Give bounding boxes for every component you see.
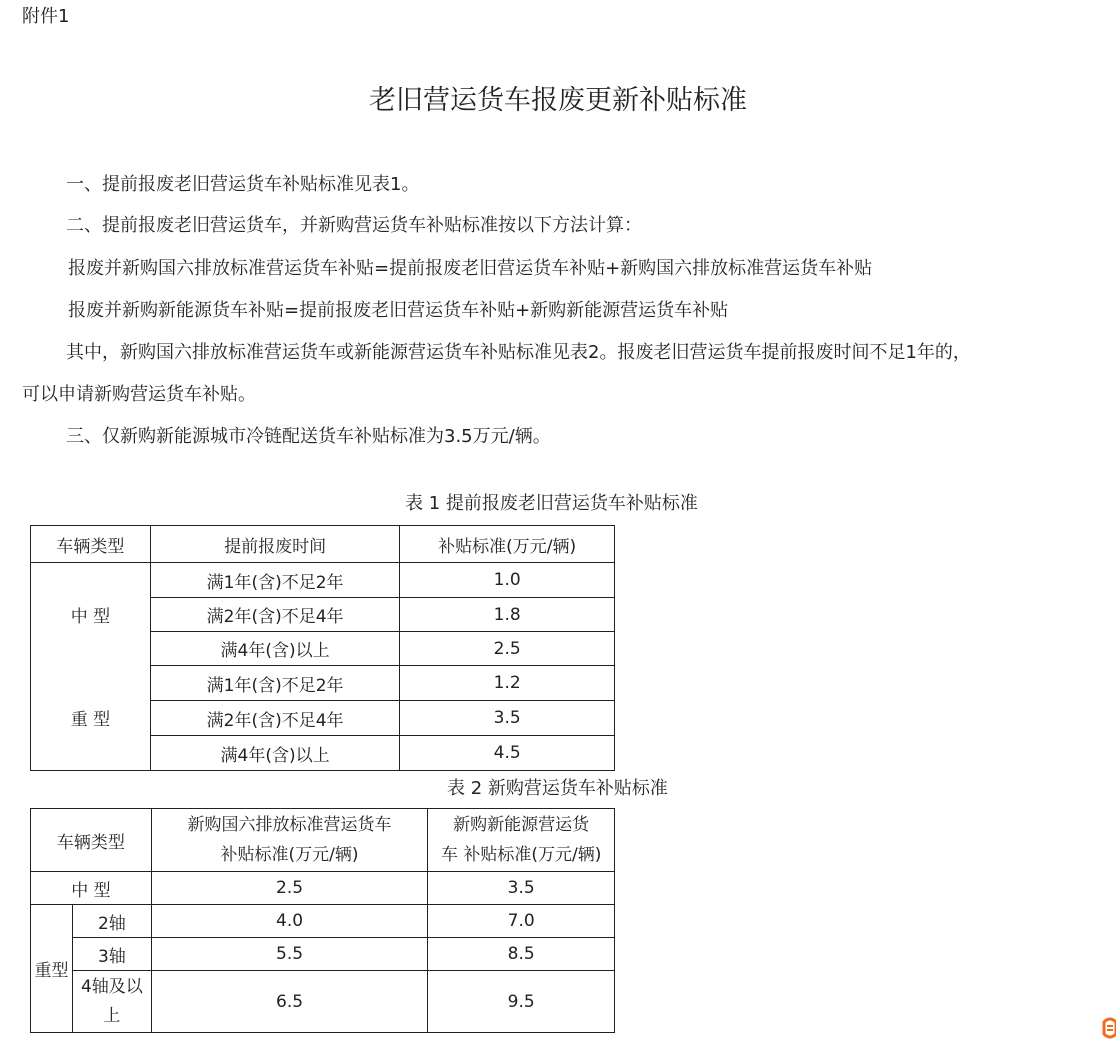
subsidy-value: 2.5 xyxy=(400,632,615,666)
table-row xyxy=(31,666,615,701)
header-line: 补贴标准(万元/辆) xyxy=(220,845,359,865)
paragraph-2: 二、提前报废老旧营运货车，并新购营运货车补贴标准按以下方法计算： xyxy=(66,215,642,236)
formula-guoliu: 报废并新购国六排放标准营运货车补贴=提前报废老旧营运货车补贴+新购国六排放标准营运货车补贴 xyxy=(68,258,873,279)
table2 xyxy=(30,808,615,1033)
table-row xyxy=(31,905,615,938)
subsidy-value: 1.0 xyxy=(400,563,615,598)
scrap-time: 满1年(含)不足2年 xyxy=(150,563,400,598)
newenergy-value: 8.5 xyxy=(428,938,615,971)
axle-count: 4轴及以上 xyxy=(72,971,151,1033)
table2-header-row xyxy=(31,809,615,872)
newenergy-value: 7.0 xyxy=(428,905,615,938)
vehicle-type-heavy: 重 型 xyxy=(31,666,151,771)
axle-count: 2轴 xyxy=(72,905,151,938)
table1-header-row xyxy=(31,526,615,563)
scrap-time: 满4年(含)以上 xyxy=(150,632,400,666)
scrap-time: 满1年(含)不足2年 xyxy=(150,666,400,701)
table-row xyxy=(31,872,615,905)
table2-header-type: 车辆类型 xyxy=(31,809,152,872)
scrap-time: 满2年(含)不足4年 xyxy=(150,701,400,736)
axle-count: 3轴 xyxy=(72,938,151,971)
newenergy-value: 3.5 xyxy=(428,872,615,905)
table-row xyxy=(31,971,615,1033)
paragraph-5-line2: 可以申请新购营运货车补贴。 xyxy=(22,384,256,405)
formula-newenergy: 报废并新购新能源货车补贴=提前报废老旧营运货车补贴+新购新能源营运货车补贴 xyxy=(68,300,729,321)
table-row xyxy=(31,563,615,598)
table1-header-value: 补贴标准(万元/辆) xyxy=(400,526,615,563)
table-row xyxy=(31,938,615,971)
paragraph-5-line1: 其中，新购国六排放标准营运货车或新能源营运货车补贴标准见表2。报废老旧营运货车提前报废时间不足1年的， xyxy=(66,342,971,363)
document-title: 老旧营运货车报废更新补贴标准 xyxy=(369,85,747,116)
paragraph-3: 三、仅新购新能源城市冷链配送货车补贴标准为3.5万元/辆。 xyxy=(66,426,551,447)
newenergy-value: 9.5 xyxy=(428,971,615,1033)
table1-caption: 表 1 提前报废老旧营运货车补贴标准 xyxy=(405,493,698,514)
watermark-logo-icon xyxy=(1100,1012,1116,1040)
subsidy-value: 1.2 xyxy=(400,666,615,701)
vehicle-type-medium: 中 型 xyxy=(31,563,151,666)
subsidy-value: 3.5 xyxy=(400,701,615,736)
guoliu-value: 6.5 xyxy=(151,971,427,1033)
table1-header-type: 车辆类型 xyxy=(31,526,151,563)
table1-header-time: 提前报废时间 xyxy=(150,526,400,563)
attachment-label: 附件1 xyxy=(22,6,70,27)
paragraph-1: 一、提前报废老旧营运货车补贴标准见表1。 xyxy=(66,174,420,195)
scrap-time: 满2年(含)不足4年 xyxy=(150,598,400,632)
header-line: 新购新能源营运货 xyxy=(453,815,590,835)
guoliu-value: 5.5 xyxy=(151,938,427,971)
vehicle-type-medium: 中 型 xyxy=(31,872,152,905)
table1 xyxy=(30,525,615,771)
header-line: 车 补贴标准(万元/辆) xyxy=(440,845,602,865)
guoliu-value: 4.0 xyxy=(151,905,427,938)
table2-header-newenergy xyxy=(428,809,615,872)
scrap-time: 满4年(含)以上 xyxy=(150,736,400,771)
subsidy-value: 4.5 xyxy=(400,736,615,771)
vehicle-type-heavy: 重型 xyxy=(31,905,73,1033)
subsidy-value: 1.8 xyxy=(400,598,615,632)
header-line: 新购国六排放标准营运货车 xyxy=(187,815,392,835)
table2-header-guoliu xyxy=(151,809,427,872)
table2-caption: 表 2 新购营运货车补贴标准 xyxy=(447,778,668,799)
guoliu-value: 2.5 xyxy=(151,872,427,905)
